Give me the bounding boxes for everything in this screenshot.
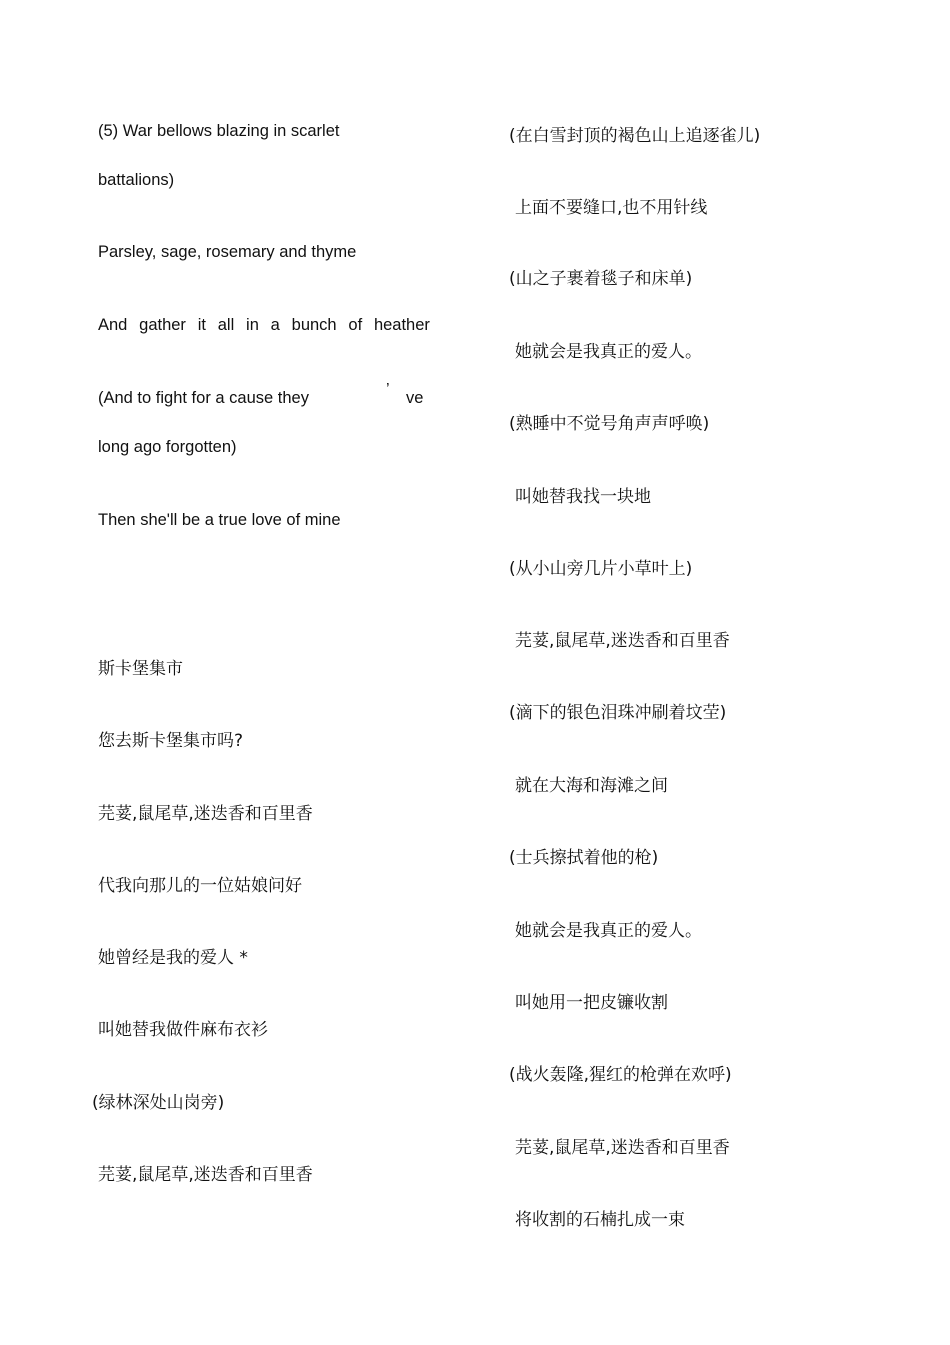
chinese-right-line-4: 她就会是我真正的爱人。 — [515, 342, 702, 362]
english-line-2: battalions) — [98, 171, 175, 189]
chinese-right-line-10: 就在大海和海滩之间 — [515, 776, 668, 796]
word: bunch — [291, 316, 337, 334]
chinese-right-line-5: (熟睡中不觉号角声声呼唤) — [509, 414, 710, 434]
english-line-5 — [98, 381, 430, 408]
chinese-right-line-13: 叫她用一把皮镰收割 — [515, 993, 668, 1013]
english-line-7: Then she'll be a true love of mine — [98, 511, 341, 529]
chinese-title: 斯卡堡集市 — [98, 659, 183, 679]
chinese-right-line-9: (滴下的银色泪珠冲刷着坟茔) — [509, 703, 727, 723]
chinese-right-line-11: (士兵擦拭着他的枪) — [509, 848, 659, 868]
word: And — [98, 316, 128, 334]
chinese-right-line-12: 她就会是我真正的爱人。 — [515, 921, 702, 941]
word: a — [270, 316, 280, 334]
chinese-right-line-16: 将收割的石楠扎成一束 — [515, 1210, 685, 1230]
chinese-left-line-6: (绿林深处山岗旁) — [92, 1093, 225, 1113]
english-line-6: long ago forgotten) — [98, 438, 237, 456]
word: gather — [139, 316, 186, 334]
chinese-right-line-1: (在白雪封顶的褐色山上追逐雀儿) — [509, 126, 761, 146]
chinese-left-line-5: 叫她替我做件麻布衣衫 — [98, 1020, 268, 1040]
english-line-5-left: (And to fight for a cause they — [98, 389, 309, 407]
apostrophe: ’ — [386, 381, 390, 398]
word: heather — [373, 316, 430, 334]
word: all — [217, 316, 235, 334]
chinese-left-line-3: 代我向那儿的一位姑娘问好 — [98, 876, 302, 896]
chinese-right-line-7: (从小山旁几片小草叶上) — [509, 559, 693, 579]
english-line-4 — [98, 316, 430, 335]
word: it — [197, 316, 206, 334]
word: in — [246, 316, 259, 334]
chinese-left-line-4: 她曾经是我的爱人 * — [98, 948, 248, 968]
chinese-left-line-2: 芫荽,鼠尾草,迷迭香和百里香 — [98, 804, 313, 824]
chinese-right-line-2: 上面不要缝口,也不用针线 — [515, 198, 708, 218]
chinese-right-line-15: 芫荽,鼠尾草,迷迭香和百里香 — [515, 1138, 730, 1158]
chinese-left-line-7: 芫荽,鼠尾草,迷迭香和百里香 — [98, 1165, 313, 1185]
english-line-1: (5) War bellows blazing in scarlet — [98, 122, 340, 140]
chinese-right-line-6: 叫她替我找一块地 — [515, 487, 651, 507]
chinese-right-line-8: 芫荽,鼠尾草,迷迭香和百里香 — [515, 631, 730, 651]
chinese-right-line-3: (山之子裹着毯子和床单) — [509, 269, 693, 289]
chinese-left-line-1: 您去斯卡堡集市吗? — [98, 731, 244, 751]
english-line-3: Parsley, sage, rosemary and thyme — [98, 243, 357, 261]
chinese-right-line-14: (战火轰隆,猩红的枪弹在欢呼) — [509, 1065, 732, 1085]
english-line-5-right: ve — [406, 389, 424, 407]
word: of — [348, 316, 363, 334]
